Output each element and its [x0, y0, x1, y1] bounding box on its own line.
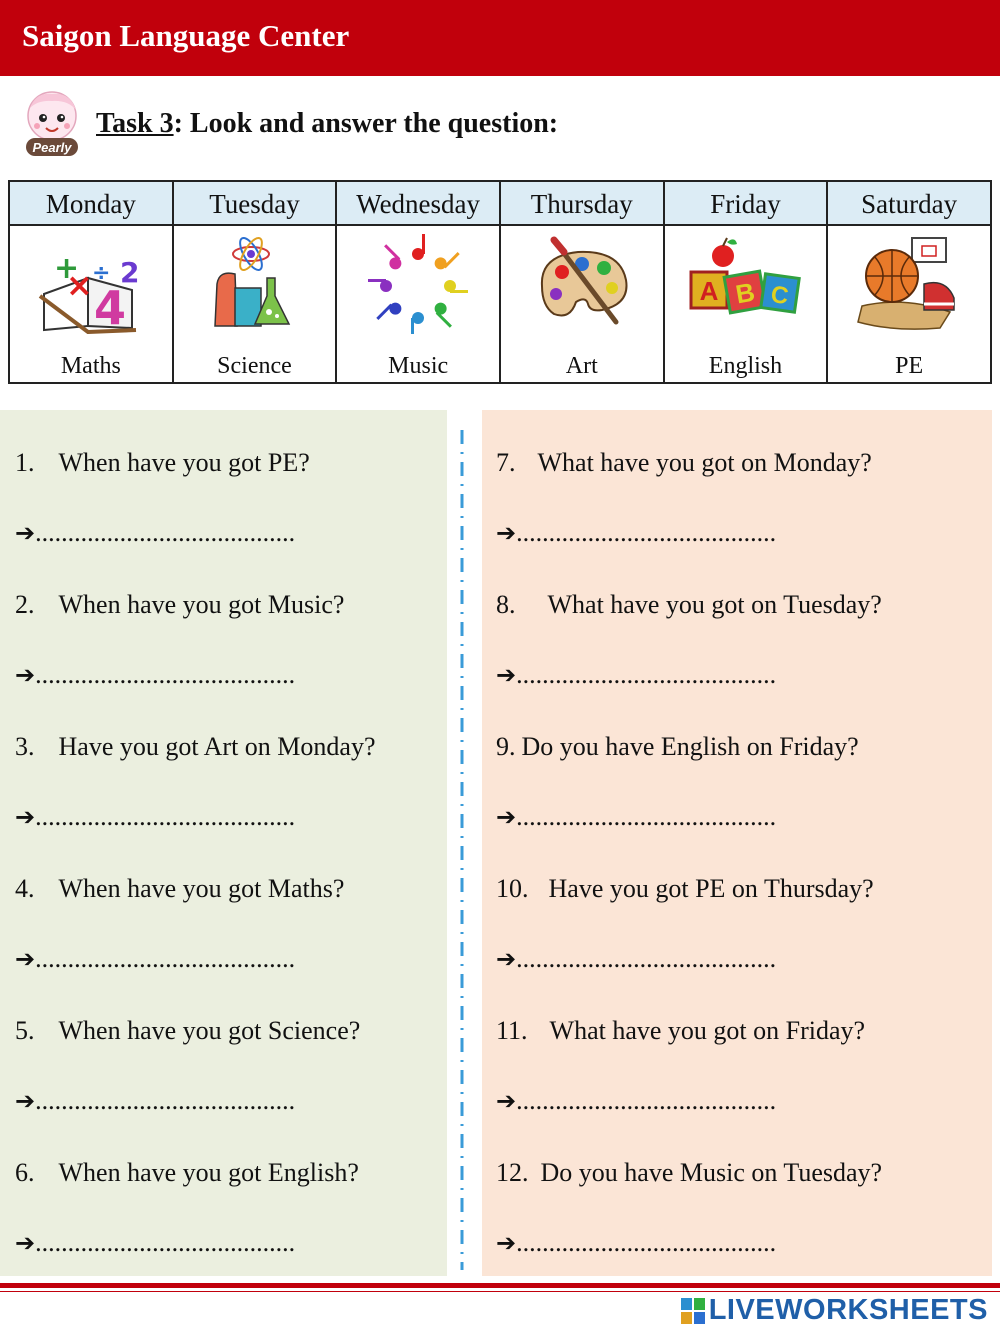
answer-line-10[interactable]: ➔........................................	[496, 944, 777, 973]
question-5: 5. When have you got Science?	[15, 1016, 361, 1045]
question-9: 9. Do you have English on Friday?	[496, 732, 859, 761]
footer-rule	[0, 1283, 1000, 1288]
question-3: 3. Have you got Art on Monday?	[15, 732, 376, 761]
music-notes-icon	[368, 234, 468, 334]
subject-pe: PE	[895, 353, 924, 379]
subject-music: Music	[388, 353, 449, 379]
dashed-divider	[458, 430, 466, 1270]
timetable	[8, 180, 992, 384]
svg-text:÷: ÷	[91, 261, 111, 286]
question-12: 12. Do you have Music on Tuesday?	[496, 1158, 883, 1187]
subject-art: Art	[565, 353, 598, 379]
subject-cell-music	[336, 225, 500, 383]
task-text: : Look and answer the question:	[173, 108, 559, 139]
liveworksheets-logo-icon	[681, 1298, 705, 1324]
question-7: 7. What have you got on Monday?	[496, 448, 872, 477]
question-11: 11. What have you got on Friday?	[496, 1016, 866, 1045]
timetable-days-row	[9, 181, 991, 225]
svg-text:2: 2	[119, 256, 140, 289]
subject-maths: Maths	[60, 353, 121, 379]
question-2: 2. When have you got Music?	[15, 590, 345, 619]
svg-text:A: A	[700, 276, 719, 306]
question-6: 6. When have you got English?	[15, 1158, 359, 1187]
day-thursday: Thursday	[500, 181, 664, 225]
day-saturday: Saturday	[827, 181, 991, 225]
basketball-icon	[854, 234, 964, 334]
day-wednesday: Wednesday	[336, 181, 500, 225]
maths-book-icon	[36, 234, 146, 334]
abc-blocks-icon	[685, 234, 805, 334]
day-friday: Friday	[664, 181, 828, 225]
question-1: 1. When have you got PE?	[15, 448, 310, 477]
svg-text:×: ×	[65, 266, 93, 304]
question-4: 4. When have you got Maths?	[15, 874, 345, 903]
timetable-subjects-row	[9, 225, 991, 383]
question-8: 8. What have you got on Tuesday?	[496, 590, 882, 619]
answer-line-7[interactable]: ➔........................................	[496, 518, 777, 547]
subject-cell-english	[664, 225, 828, 383]
header-title: Saigon Language Center	[22, 18, 350, 53]
svg-text:4: 4	[93, 281, 126, 334]
answer-line-1[interactable]: ➔........................................	[15, 518, 296, 547]
day-monday: Monday	[9, 181, 173, 225]
answer-line-3[interactable]: ➔........................................	[15, 802, 296, 831]
subject-cell-science	[173, 225, 337, 383]
answer-line-6[interactable]: ➔........................................	[15, 1228, 296, 1257]
question-10: 10. Have you got PE on Thursday?	[496, 874, 874, 903]
liveworksheets-brand	[681, 1294, 988, 1327]
svg-text:C: C	[769, 280, 791, 311]
answer-line-8[interactable]: ➔........................................	[496, 660, 777, 689]
task-label: Task 3	[96, 108, 174, 139]
subject-cell-art	[500, 225, 664, 383]
svg-text:B: B	[733, 276, 758, 310]
paint-palette-icon	[532, 234, 632, 334]
header-bar	[0, 0, 1000, 76]
answer-line-5[interactable]: ➔........................................	[15, 1086, 296, 1115]
answer-line-9[interactable]: ➔........................................	[496, 802, 777, 831]
science-flasks-icon	[209, 234, 299, 334]
answer-line-4[interactable]: ➔........................................	[15, 944, 296, 973]
subject-science: Science	[217, 353, 292, 379]
svg-text:+: +	[53, 251, 79, 286]
answer-line-12[interactable]: ➔........................................	[496, 1228, 777, 1257]
footer-rule-thin	[0, 1291, 1000, 1292]
task-instruction	[96, 108, 558, 140]
brand-text: LIVEWORKSHEETS	[708, 1294, 988, 1326]
mascot-name: Pearly	[32, 140, 72, 155]
pearly-mascot-icon	[16, 88, 88, 160]
answer-line-11[interactable]: ➔........................................	[496, 1086, 777, 1115]
subject-cell-pe	[827, 225, 991, 383]
answer-line-2[interactable]: ➔........................................	[15, 660, 296, 689]
subject-cell-maths	[9, 225, 173, 383]
day-tuesday: Tuesday	[173, 181, 337, 225]
subject-english: English	[708, 353, 783, 379]
